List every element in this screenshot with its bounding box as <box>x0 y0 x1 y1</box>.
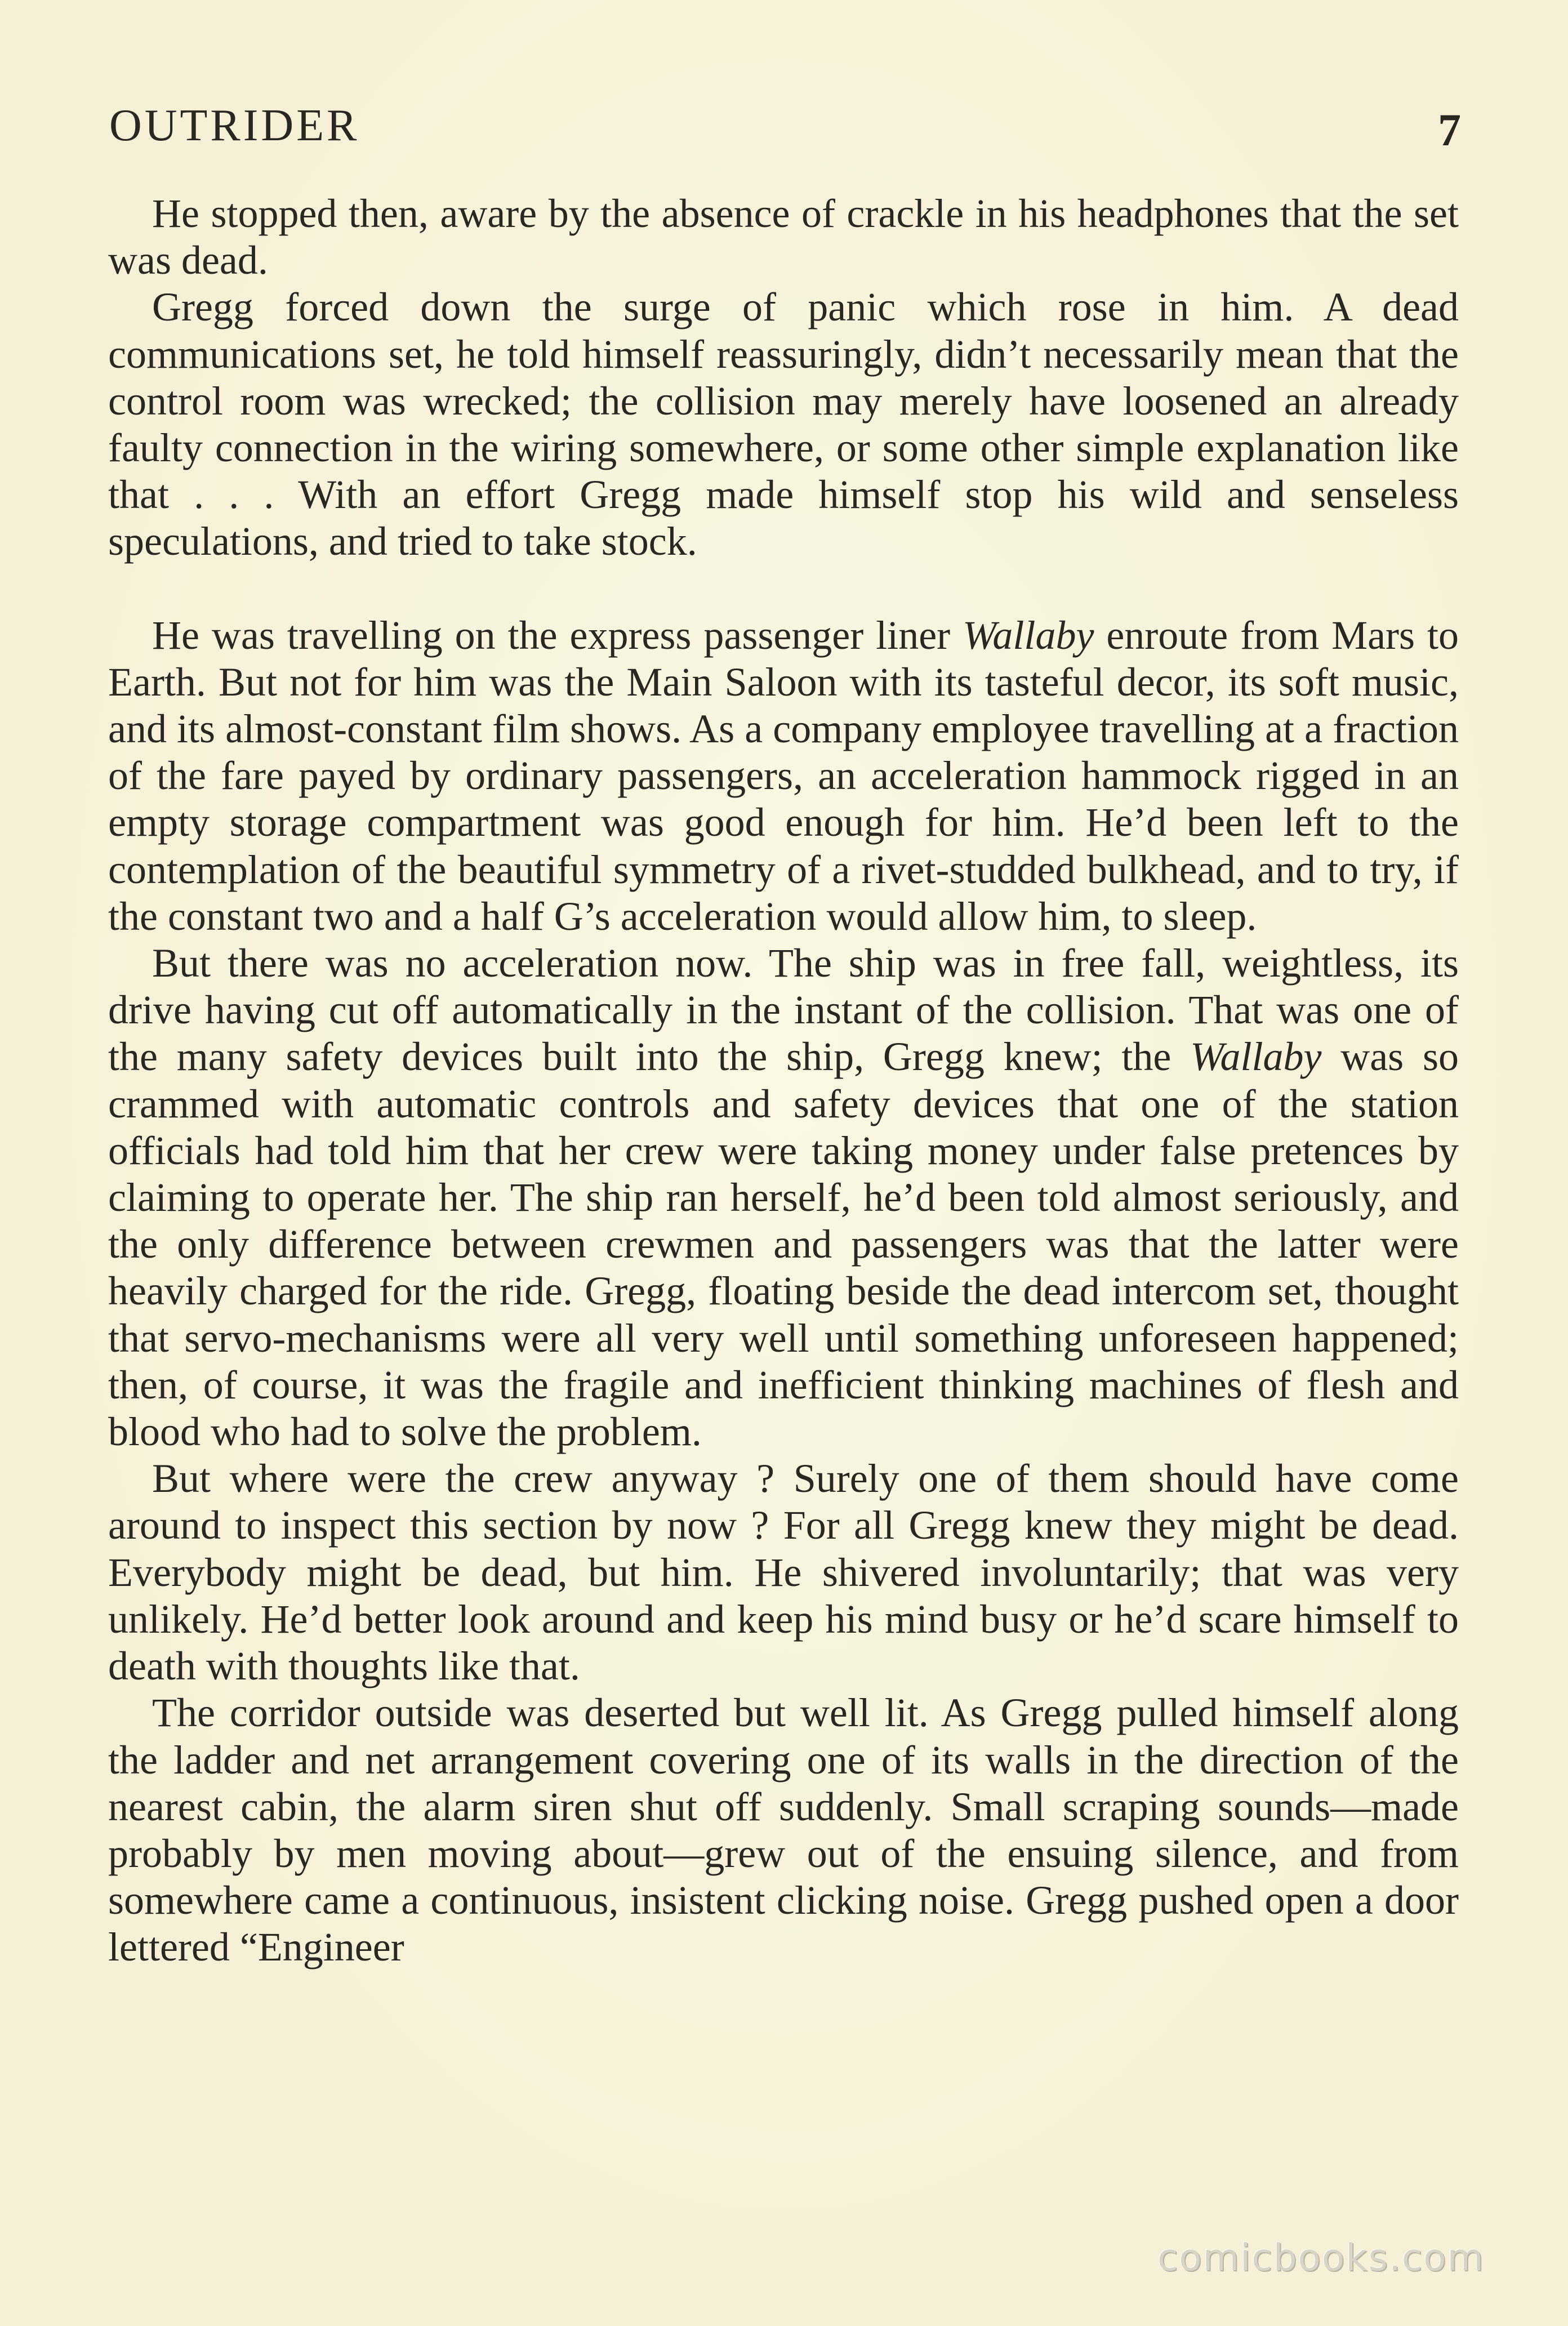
page-number: 7 <box>1438 104 1461 155</box>
watermark-logo: comicbooks.com <box>1157 2236 1485 2279</box>
paragraph-4-after: was so crammed with automatic controls and safety devices that one of the station officials had told him that her crew were taking money under false pretences by claiming to operate her. The ship ran herself, he’d been told almost seriously, and the only difference between crewmen and passengers was that the latter were heavily charged for the ride. Gregg, floating beside the dead intercom set, thought that servo-mechanisms were all very well until something unforeseen happened; then, of course, it was the fragile and inefficient thinking machines of flesh and blood who had to solve the problem. <box>108 1034 1459 1455</box>
paragraph-1: He stopped then, aware by the absence of crackle in his headphones that the set was dead. <box>108 191 1459 283</box>
paragraph-5: But where were the crew anyway ? Surely one of them should have come around to inspect this section by now ? For all Gregg knew they might be dead. Everybody might be dead, but him. He shivered involuntarily; that was very unlikely. He’d better look around and keep his mind busy or he’d scare himself to death with thoughts like that. <box>108 1456 1459 1689</box>
ship-name-italic: Wallaby <box>1190 1034 1322 1080</box>
paragraph-2: Gregg forced down the surge of panic which rose in him. A dead communications set, he told himself reassuringly, didn’t necessarily mean that the control room was wrecked; the collision may merely have loosened an already faulty connection in the wiring somewhere, or some other simple explanation like that . . . With an effort Gregg made himself stop his wild and senseless speculations, and tried to take stock. <box>108 284 1459 564</box>
paragraph-4-before: But there was no acceleration now. The ship was in free fall, weightless, its drive having cut off automatically in the instant of the collision. That was one of the many safety devices built into the ship, Gregg knew; the <box>108 941 1459 1080</box>
paragraph-3 <box>108 612 1459 940</box>
paragraph-3-before: He was travelling on the express passenger liner <box>152 612 963 658</box>
ship-name-italic: Wallaby <box>963 612 1094 658</box>
paragraph-6: The corridor outside was deserted but well lit. As Gregg pulled himself along the ladder and net arrangement covering one of its walls in the direction of the nearest cabin, the alarm siren shut off suddenly. Small scraping sounds—made probably by men moving about—grew out of the ensuing silence, and from somewhere came a continuous, insistent clicking noise. Gregg pushed open a door lettered “Engineer <box>108 1690 1459 1970</box>
page-header <box>109 95 1461 157</box>
paragraph-3-after: enroute from Mars to Earth. But not for him was the Main Saloon with its tasteful decor, its soft music, and its almost-constant film shows. As a company employee travelling at a fraction of the fare payed by ordinary passengers, an acceleration hammock rigged in an empty storage compartment was good enough for him. He’d been left to the contemplation of the beautiful symmetry of a rivet-studded bulkhead, and to try, if the constant two and a half G’s acceleration would allow him, to sleep. <box>108 612 1459 939</box>
running-head: OUTRIDER <box>109 101 360 150</box>
paragraph-4 <box>108 940 1459 1455</box>
body-text <box>108 190 1459 1971</box>
